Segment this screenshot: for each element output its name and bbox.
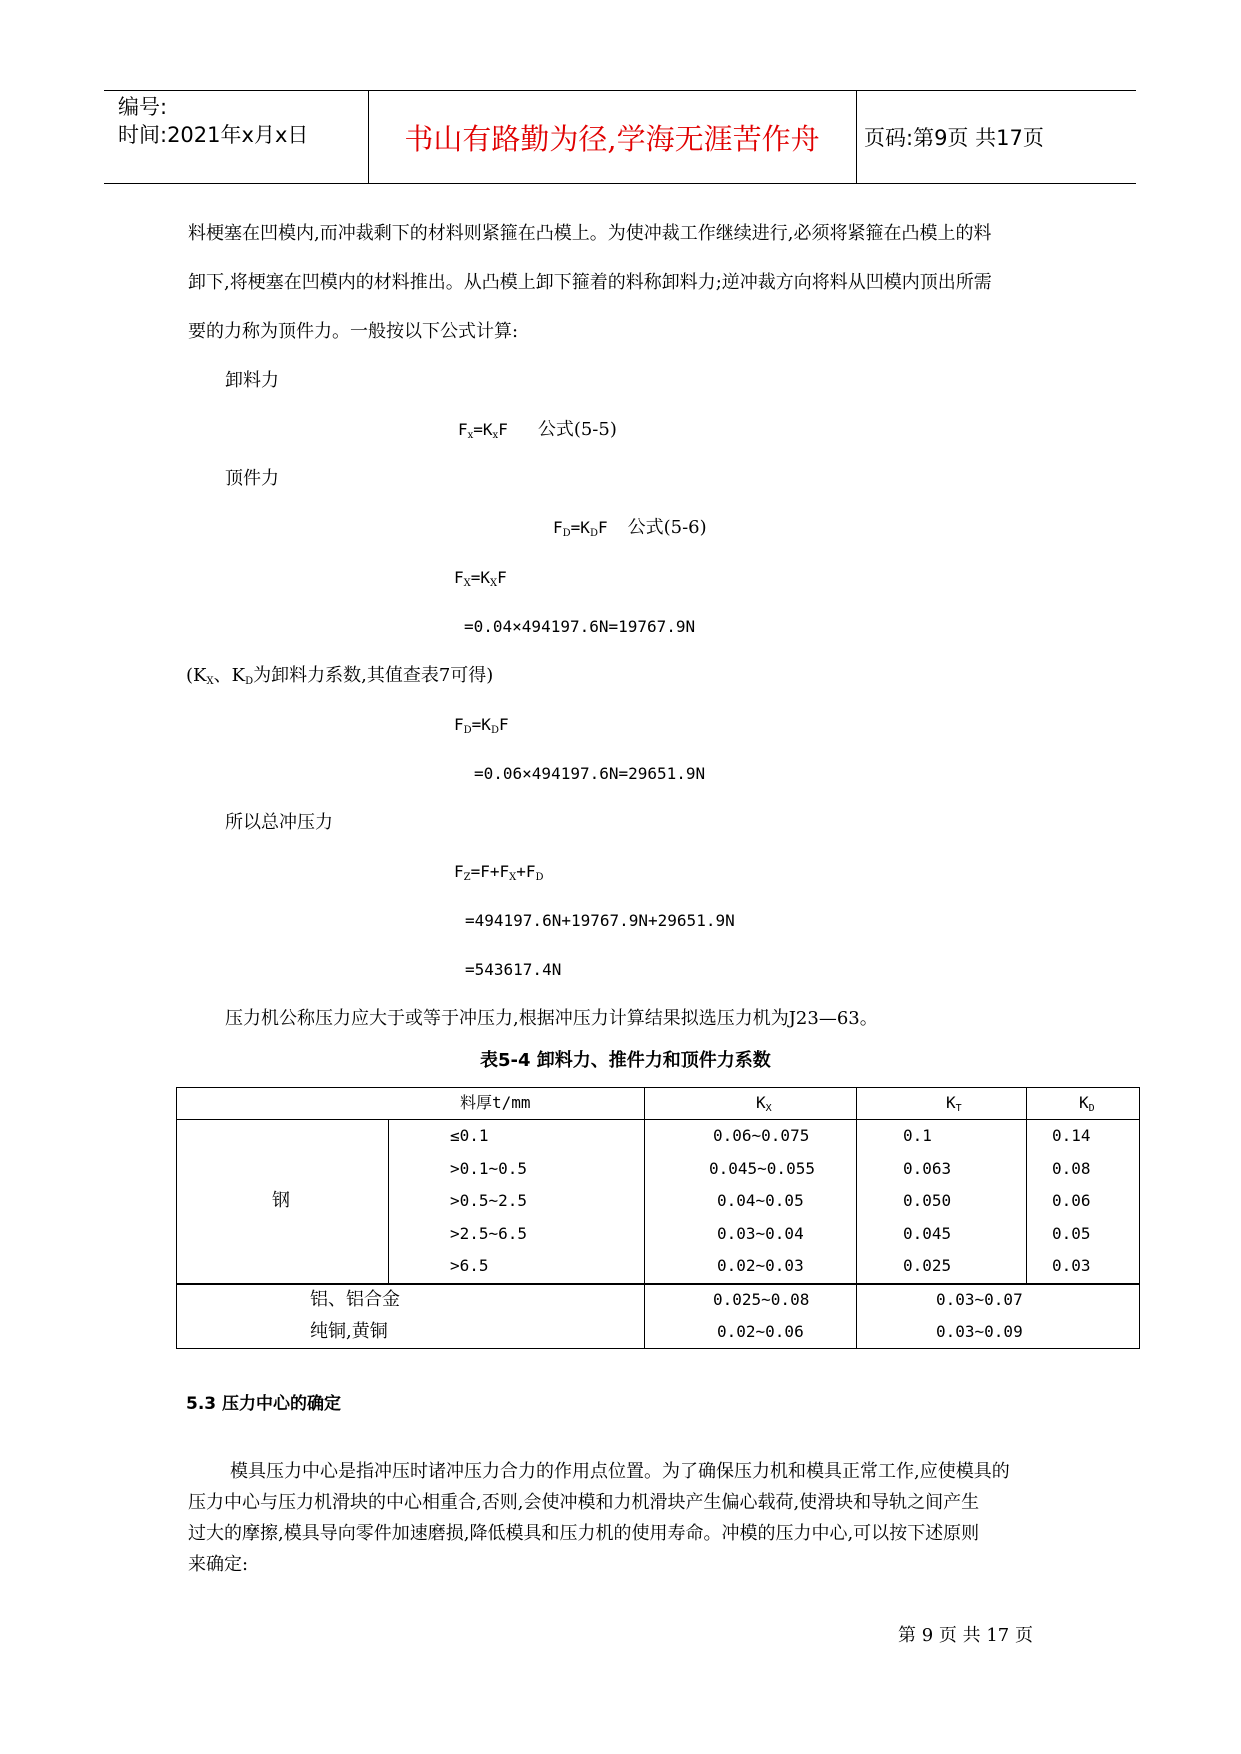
table-cell-kd: 0.05 bbox=[1052, 1224, 1091, 1243]
total-force-label: 所以总冲压力 bbox=[225, 812, 333, 833]
table-cell-thickness: >0.1~0.5 bbox=[450, 1159, 528, 1178]
table-cell-kt: 0.1 bbox=[903, 1126, 932, 1145]
table-title: 表5-4 卸料力、推件力和顶件力系数 bbox=[480, 1050, 771, 1071]
calc-total-result: =543617.4N bbox=[465, 960, 562, 979]
table-cell-kd: 0.03 bbox=[1052, 1256, 1091, 1275]
formula-eject: $F_D=K_DF$ 公式(5-6) bbox=[553, 517, 707, 539]
header-motto: 书山有路勤为径,学海无涯苦作舟 bbox=[404, 121, 820, 156]
unload-force-label: 卸料力 bbox=[225, 370, 279, 391]
calc-total-formula: $F_Z=F+F_X+F_D$ bbox=[454, 862, 544, 883]
paragraph-line: 压力中心与压力机滑块的中心相重合,否则,会使冲模和力机滑块产生偏心载荷,使滑块和导轨之间产生 bbox=[188, 1492, 980, 1513]
doc-time-label: 时间:2021年x月x日 bbox=[118, 123, 309, 147]
table-cell-kx: 0.025~0.08 bbox=[713, 1290, 810, 1309]
doc-number-label: 编号: bbox=[118, 95, 168, 119]
material-copper: 纯铜,黄铜 bbox=[310, 1321, 388, 1342]
formula-unload: $F_x=K_xF$ 公式(5-5) bbox=[458, 419, 617, 441]
paragraph-line: 模具压力中心是指冲压时诸冲压力合力的作用点位置。为了确保压力机和模具正常工作,应使模具的 bbox=[230, 1461, 1010, 1482]
table-cell-kx: 0.06~0.075 bbox=[713, 1126, 810, 1145]
page-footer: 第 9 页 共 17 页 bbox=[898, 1625, 1033, 1646]
table-cell-kx: 0.02~0.03 bbox=[717, 1256, 804, 1275]
page-header bbox=[104, 90, 1136, 184]
table-cell-ktd: 0.03~0.09 bbox=[936, 1322, 1023, 1341]
press-selection-text: 压力机公称压力应大于或等于冲压力,根据冲压力计算结果拟选压力机为J23—63。 bbox=[225, 1008, 878, 1029]
material-steel: 钢 bbox=[272, 1190, 290, 1211]
calc-unload-result: =0.04×494197.6N=19767.9N bbox=[464, 617, 696, 636]
calc-eject-formula: $F_D=K_DF$ bbox=[454, 715, 509, 736]
calc-total-sum: =494197.6N+19767.9N+29651.9N bbox=[465, 911, 735, 930]
table-cell-thickness: >2.5~6.5 bbox=[450, 1224, 528, 1243]
table-cell-kt: 0.050 bbox=[903, 1191, 952, 1210]
table-cell-kx: 0.02~0.06 bbox=[717, 1322, 804, 1341]
col-header-kx: $K_X$ bbox=[756, 1093, 772, 1114]
col-header-thickness: 料厚t/mm bbox=[460, 1093, 531, 1112]
paragraph-line: 要的力称为顶件力。一般按以下公式计算: bbox=[188, 321, 519, 342]
section-title: 5.3 压力中心的确定 bbox=[186, 1394, 342, 1414]
header-divider bbox=[856, 91, 857, 183]
calc-unload-formula: $F_X=K_XF$ bbox=[454, 568, 507, 589]
table-cell-kd: 0.06 bbox=[1052, 1191, 1091, 1210]
material-aluminium: 铝、铝合金 bbox=[310, 1289, 400, 1310]
table-cell-kd: 0.14 bbox=[1052, 1126, 1091, 1145]
table-cell-kx: 0.045~0.055 bbox=[709, 1159, 815, 1178]
header-page-label: 页码:第9页 共17页 bbox=[864, 126, 1044, 150]
coefficient-table bbox=[176, 1087, 1140, 1349]
table-cell-ktd: 0.03~0.07 bbox=[936, 1290, 1023, 1309]
paragraph-line: 过大的摩擦,模具导向零件加速磨损,降低模具和压力机的使用寿命。冲模的压力中心,可以按下述原则 bbox=[188, 1523, 980, 1544]
table-cell-kt: 0.045 bbox=[903, 1224, 952, 1243]
table-cell-kt: 0.025 bbox=[903, 1256, 952, 1275]
coefficient-note: ($K_X$、$K_D$为卸料力系数,其值查表7可得) bbox=[186, 665, 494, 687]
paragraph-line: 卸下,将梗塞在凹模内的材料推出。从凸模上卸下箍着的料称卸料力;逆冲裁方向将料从凹模内顶出所需 bbox=[188, 272, 992, 293]
calc-eject-result: =0.06×494197.6N=29651.9N bbox=[474, 764, 706, 783]
paragraph-line: 来确定: bbox=[188, 1554, 249, 1575]
header-meta bbox=[118, 93, 308, 149]
paragraph-line: 料梗塞在凹模内,而冲裁剩下的材料则紧箍在凸模上。为使冲裁工作继续进行,必须将紧箍在凸模上的料 bbox=[188, 223, 992, 244]
col-header-kt: $K_T$ bbox=[946, 1093, 962, 1114]
table-cell-thickness: >0.5~2.5 bbox=[450, 1191, 528, 1210]
eject-force-label: 顶件力 bbox=[225, 468, 279, 489]
table-cell-thickness: >6.5 bbox=[450, 1256, 489, 1275]
table-cell-kx: 0.04~0.05 bbox=[717, 1191, 804, 1210]
col-header-kd: $K_D$ bbox=[1079, 1093, 1095, 1114]
table-cell-kd: 0.08 bbox=[1052, 1159, 1091, 1178]
table-cell-kx: 0.03~0.04 bbox=[717, 1224, 804, 1243]
table-cell-thickness: ≤0.1 bbox=[450, 1126, 489, 1145]
table-cell-kt: 0.063 bbox=[903, 1159, 952, 1178]
